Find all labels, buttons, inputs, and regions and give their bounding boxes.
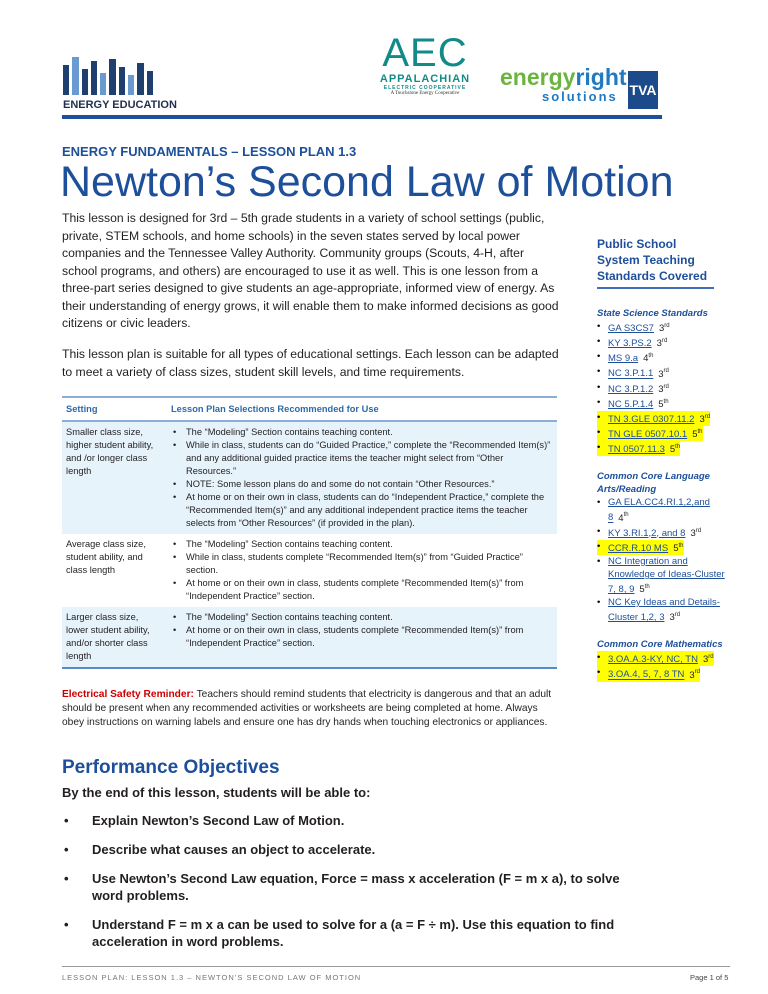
table-header: Setting: [62, 397, 167, 421]
list-item: • NOTE: Some lesson plans do and some do not contain “Other Resources.”: [171, 478, 553, 491]
energyright-b: right: [575, 64, 627, 90]
settings-table: [62, 396, 557, 669]
standard-link[interactable]: CCR.R.10 MS: [608, 542, 669, 554]
standard-item: [597, 651, 714, 666]
standards-list: [597, 320, 737, 456]
grade-level: 3: [699, 414, 705, 426]
standard-item: [597, 335, 667, 350]
grade-suffix: th: [678, 542, 684, 549]
footer-title: LESSON PLAN: LESSON 1.3 – NEWTON’S SECOND LAW OF MOTION: [62, 973, 362, 982]
standard-item: [597, 426, 703, 441]
grade-level: 3: [702, 654, 709, 666]
energyright-solutions: solutions: [542, 89, 618, 104]
grade-level: 3: [658, 323, 665, 335]
grade-level: 5: [669, 444, 676, 456]
intro-paragraph: This lesson is designed for 3rd – 5th grade students in a variety of school settings (public, private, STEM schools, and home schools) in the seven states served by local power companies and the Tennessee Valley Authority. Community groups (Scouts, 4-H, after school programs, and others) are encouraged to use it as well. This is one lesson from a three-part series designed to give students an age-appropriate, informed view of energy. As their understanding of energy grows, it will enable them to make informed decisions as good citizens or civic leaders.: [62, 211, 559, 330]
standards-list: [597, 496, 737, 624]
grade-level: 5: [639, 584, 645, 596]
standard-link[interactable]: NC 3.P.1.1: [608, 368, 654, 380]
standard-link[interactable]: GA ELA.CC4.RI.1,2,and 8: [608, 497, 710, 524]
energyright-a: energy: [500, 64, 576, 90]
table-row: [62, 607, 557, 668]
lesson-kicker: ENERGY FUNDAMENTALS – LESSON PLAN 1.3: [62, 144, 357, 159]
grade-suffix: rd: [708, 654, 714, 661]
list-item: • At home or on their own in class, students complete “Recommended Item(s)” from “Independent Practice” section.: [171, 624, 553, 650]
grade-level: 4: [643, 353, 649, 365]
table-header: Lesson Plan Selections Recommended for Use: [167, 397, 557, 421]
list-item: • The “Modeling” Section contains teaching content.: [171, 538, 553, 551]
tva-logo: TVA: [628, 71, 658, 109]
grade-level: 3: [658, 383, 664, 395]
standard-link[interactable]: NC 5.P.1.4: [608, 398, 654, 410]
setting-cell: Average class size, student ability, and class length: [66, 539, 146, 575]
grade-suffix: th: [644, 583, 650, 590]
objective-item: • Understand F = m x a can be used to solve for a (a = F ÷ m). Use this equation to find acceleration in word problems.: [62, 916, 622, 950]
grade-suffix: rd: [694, 669, 701, 676]
objectives-intro: By the end of this lesson, students will be able to:: [62, 785, 371, 800]
standard-link[interactable]: 3.OA.A.3-KY, NC, TN: [608, 654, 698, 666]
standards-sidebar: [597, 236, 737, 682]
standards-group-heading: Common Core Mathematics: [597, 639, 723, 651]
objectives-heading: Performance Objectives: [62, 757, 280, 778]
grade-suffix: th: [623, 512, 629, 519]
list-item: • The “Modeling” Section contains teaching content.: [171, 426, 553, 439]
objective-item: • Describe what causes an object to accelerate.: [62, 841, 622, 858]
grade-suffix: rd: [704, 413, 711, 420]
standard-item: [597, 540, 684, 555]
standard-link[interactable]: NC Key Ideas and Details-Cluster 1,2, 3: [608, 597, 720, 624]
grade-level: 3: [658, 368, 664, 380]
list-item: • At home or on their own in class, students complete “Recommended Item(s)” from “Independent Practice” section.: [171, 577, 553, 603]
list-item: • At home or on their own in class, students can do “Independent Practice,” complete the “Recommended Item(s)” and any additional independent practice items the teacher selects from “Other Resources” (if provided in the plan).: [171, 491, 553, 530]
standard-link[interactable]: KY 3.RI.1,2, and 8: [608, 527, 686, 539]
grade-level: 5: [692, 429, 698, 441]
standard-link[interactable]: 3.OA.4, 5, 7, 8 TN: [608, 669, 685, 681]
grade-level: 3: [656, 338, 662, 350]
standard-link[interactable]: NC 3.P.1.2: [608, 383, 654, 395]
list-item: • The “Modeling” Section contains teaching content.: [171, 611, 553, 624]
standard-item: [597, 320, 670, 335]
grade-suffix: th: [663, 398, 669, 405]
intro-paragraph: This lesson plan is suitable for all types of educational settings. Each lesson can be adapted to meet a variety of class sizes, student skill levels, and time requirements.: [62, 347, 559, 379]
page-number: Page 1 of 5: [690, 973, 729, 982]
standard-link[interactable]: GA S3CS7: [608, 323, 654, 335]
aec-letters: AEC: [382, 31, 468, 75]
table-row: [62, 421, 557, 534]
energy-education-text: ENERGY EDUCATION: [63, 99, 177, 111]
grade-suffix: rd: [663, 383, 669, 390]
page-title: Newton’s Second Law of Motion: [60, 158, 674, 206]
standard-item: [597, 396, 669, 411]
list-item: • While in class, students complete “Recommended Item(s)” from “Guided Practice” section.: [171, 551, 553, 577]
standard-link[interactable]: TN GLE 0507.10.1: [608, 429, 688, 441]
grade-level: 3: [669, 612, 675, 624]
standard-item: [597, 365, 669, 380]
grade-level: 4: [618, 512, 624, 524]
grade-suffix: rd: [674, 612, 681, 619]
objectives-list: [62, 812, 622, 962]
grade-level: 3: [690, 527, 696, 539]
standards-list: [597, 651, 737, 681]
grade-level: 5: [658, 398, 664, 410]
standard-item: [597, 441, 680, 456]
standard-item: [597, 381, 669, 396]
energy-education-logo: [63, 55, 177, 111]
standard-link[interactable]: NC Integration and Knowledge of Ideas-Cluster 7, 8, 9: [608, 555, 725, 596]
standard-link[interactable]: KY 3.PS.2: [608, 338, 652, 350]
standard-item: [597, 525, 701, 540]
safety-reminder: [62, 688, 562, 730]
standard-item: [597, 411, 710, 426]
aec-logo: [370, 33, 480, 96]
safety-label: Electrical Safety Reminder:: [62, 689, 194, 700]
grade-suffix: rd: [664, 323, 670, 329]
grade-suffix: rd: [663, 368, 669, 375]
aec-sub: ELECTRIC COOPERATIVE: [383, 85, 467, 91]
sidebar-heading: Public School System Teaching Standards Covered: [597, 236, 714, 289]
grade-suffix: rd: [661, 338, 668, 345]
table-row: [62, 534, 557, 607]
standards-group-heading: Common Core Language Arts/Reading: [597, 471, 710, 496]
aec-tagline: A Touchstone Energy Cooperative: [390, 91, 460, 96]
grade-level: 5: [673, 542, 679, 554]
standard-item: [597, 555, 732, 596]
header-divider: [62, 115, 662, 119]
grade-level: 3: [689, 669, 695, 681]
standard-link[interactable]: TN 3.GLE 0307.11.2: [608, 414, 695, 426]
standard-item: [597, 666, 700, 681]
standard-link[interactable]: TN 0507.11.3: [608, 444, 665, 456]
grade-suffix: th: [648, 353, 654, 360]
objective-item: • Explain Newton’s Second Law of Motion.: [62, 812, 622, 829]
standard-item: [597, 496, 732, 524]
standard-item: [597, 596, 732, 624]
standard-item: [597, 350, 653, 365]
safety-text: Teachers should remind students that electricity is dangerous and that an adult should be present when any recommended activities or worksheets are being completed at home. Always obey instructions on warning labels and ensure one has dry hands when touching electronics or appliances.: [62, 689, 552, 728]
grade-suffix: th: [697, 429, 703, 436]
energy-education-art-icon: [63, 55, 153, 95]
footer-divider: [62, 966, 730, 967]
aec-name: APPALACHIAN: [379, 73, 471, 85]
standards-group-heading: State Science Standards: [597, 308, 708, 319]
setting-cell: Smaller class size, higher student ability, and /or longer class length: [62, 421, 167, 534]
standard-link[interactable]: MS 9.a: [608, 353, 639, 365]
grade-suffix: rd: [695, 527, 702, 534]
objective-item: • Use Newton’s Second Law equation, Force = mass x acceleration (F = m x a), to solve word problems.: [62, 870, 622, 904]
grade-suffix: th: [675, 444, 681, 451]
setting-cell: Larger class size, lower student ability, and/or shorter class length: [62, 607, 167, 668]
list-item: • While in class, students can do “Guided Practice,” complete the “Recommended Item(s)” and any additional guided practice items the teacher might select from “Other Resources.”: [171, 439, 553, 478]
